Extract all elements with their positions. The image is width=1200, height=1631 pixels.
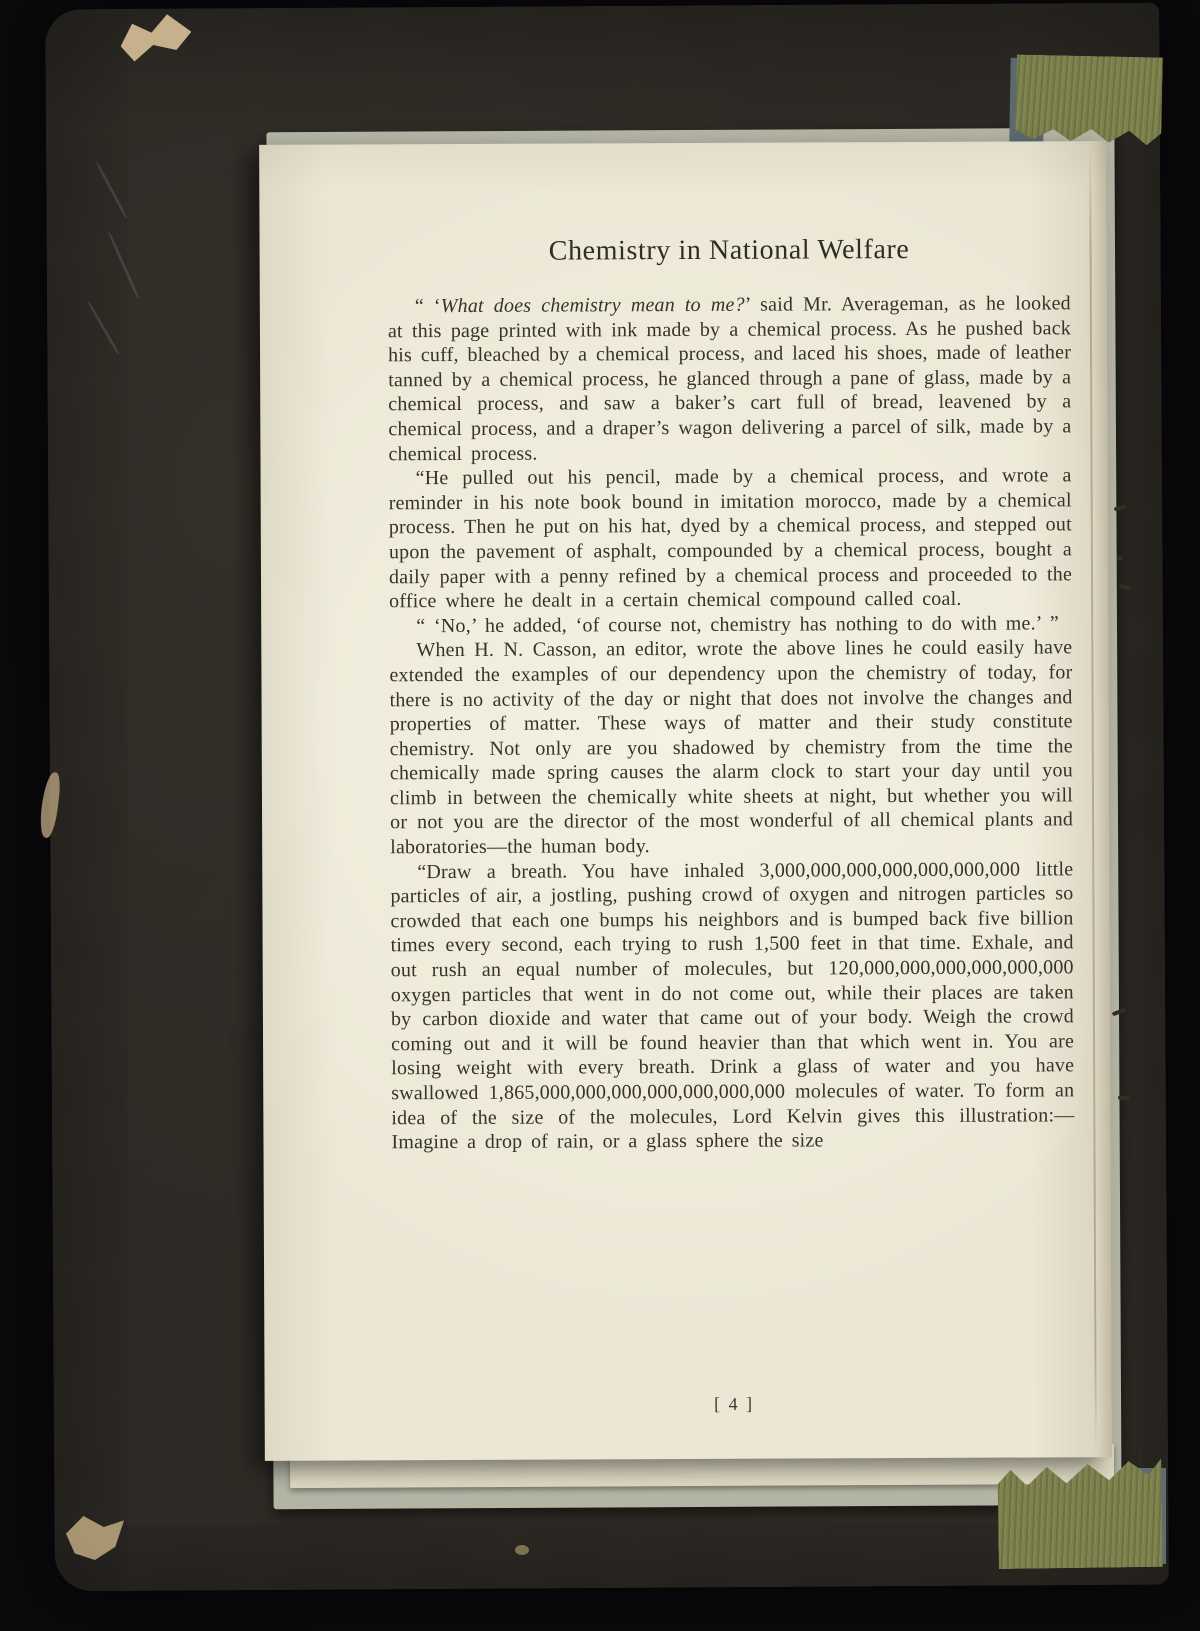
paragraph-4: When H. N. Casson, an editor, wrote the above lines he could easily have extended the examples of our dependency upon the chemistry of today, for there is no activity of the day or night that does not involve the changes and properties of matter. These ways of matter and their study constitute chemistry. Not only are you shadowed by chemistry from the time the chemically made spring causes the alarm clock to start your day until you climb in between the chemically white sheets at night, but whether you will or not you are the director of the most wonderful of all chemical plants and laboratories—the human body. xyxy=(389,636,1074,859)
opening-quote: “ ‘ xyxy=(414,295,441,318)
stitch-thread-2 xyxy=(1117,556,1123,561)
paper-fleck xyxy=(515,1545,529,1555)
faint-handwriting-marks xyxy=(92,158,222,368)
paragraph-3: “ ‘No,’ he added, ‘of course not, chemistry has nothing to do with me.’ ” xyxy=(416,612,1059,637)
paragraph-1 xyxy=(388,291,1072,466)
paragraph-1-text: ’ said Mr. Averageman, as he looked at this page printed with ink made by a chemical process. As he pushed back his cuff, bleached by a chemical process, and laced his shoes, made of leather tanned by a chemical process, he glanced through a pane of glass, made by a chemical process, and saw a baker’s cart full of bread, leavened by a chemical process, and a draper’s wagon delivering a parcel of silk, made by a chemical process. xyxy=(387,292,1072,465)
paragraph-5: “Draw a breath. You have inhaled 3,000,000,000,000,000,000,000 little particles of air, a jostling, pushing crowd of oxygen and nitrogen particles so crowded that each one bumps his neighbors and is bumped back five billion times every second, each trying to rush 1,500 feet in that time. Exhale, and out rush an equal number of molecules, but 120,000,000,000,000,000,000 oxygen particles that went in do not come out, while their places are taken by carbon dioxide and water that came out of your body. Weigh the crowd coming out and it will be found heavier than that which went in. You are losing weight with every breath. Drink a glass of water and you have swallowed 1,865,000,000,000,000,000,000,000 molecules of water. To form an idea of the size of the molecules, Lord Kelvin gives this illustration:—Imagine a drop of rain, or a glass sphere the size xyxy=(390,857,1075,1154)
page-number: [ 4 ] xyxy=(714,1393,755,1414)
italic-lead-text: What does chemistry mean to me? xyxy=(440,293,745,318)
paragraph-2: “He pulled out his pencil, made by a chemical process, and wrote a reminder in his note book bound in imitation morocco, made by a chemical process. Then he put on his hat, dyed by a chemical process, and stepped out upon the pavement of asphalt, compounded by a chemical process, bought a daily paper with a penny refined by a chemical process and proceeded to the office where he dealt in a certain chemical compound called coal. xyxy=(388,464,1073,613)
page-title: Chemistry in National Welfare xyxy=(548,234,910,267)
book-page xyxy=(259,141,1112,1461)
page-content xyxy=(387,141,1076,1460)
